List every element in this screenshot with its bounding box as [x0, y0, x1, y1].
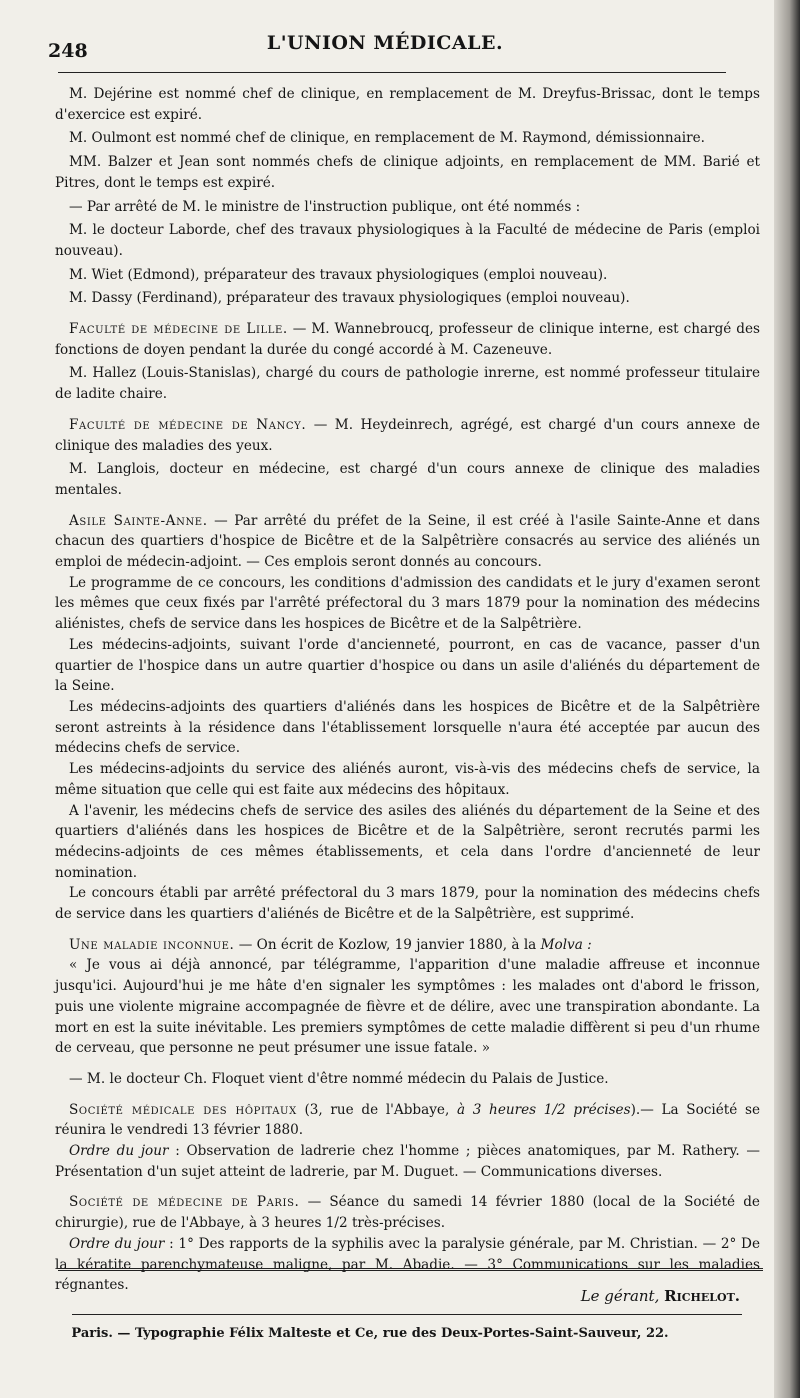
paragraph: MM. Balzer et Jean sont nommés chefs de clinique adjoints, en remplacement de MM. Barié et Pitres, dont le temps est expiré. [55, 154, 760, 191]
agenda-body: : Observation de ladrerie chez l'homme ; pièces anatomiques, par M. Rathery. — Présentation d'un sujet atteint de ladrerie, par M. Duguet. — Communications diverses. [55, 1143, 760, 1180]
paragraph: A l'avenir, les médecins chefs de service des asiles des aliénés du département de la Seine et des quartiers d'aliénés dans les hospices de Bicêtre et de la Salpêtrière, seront recrutés parmi les médecins-adjoints de ces mêmes établissements, et cela dans l'ordre d'ancienneté de leur nomination. [55, 802, 760, 881]
printer-imprint: Paris. — Typographie Félix Malteste et Ce, rue des Deux-Portes-Saint-Sauveur, 22. [71, 1326, 669, 1341]
paragraph-maladie [55, 935, 760, 956]
signature-label: Le gérant, [580, 1287, 665, 1305]
section-heading: Asile Sainte-Anne. [69, 512, 208, 529]
section-heading: Une maladie inconnue. [69, 936, 235, 953]
book-gutter [774, 0, 800, 1398]
paragraph: « Je vous ai déjà annoncé, par télégramme, l'apparition d'une maladie affreuse et inconnue jusqu'ici. Aujourd'hui je me hâte d'en signaler les symptômes : les malades ont d'abord le frisson, puis une violente migraine accompagnée de fièvre et de délire, avec une transpiration abondante. La mort en est la suite inévitable. Les premiers symptômes de cette maladie diffèrent si peu d'un rhume de cerveau, que personne ne peut présumer une issue fatale. » [55, 957, 760, 1057]
paragraph-hopitaux [55, 1100, 760, 1141]
place-name: Molva : [540, 936, 592, 953]
paragraph: Le concours établi par arrêté préfectoral du 3 mars 1879, pour la nomination des médecins chefs de service dans les quartiers d'aliénés de Bicêtre et de la Salpêtrière, est supprimé. [55, 885, 760, 923]
footer-rule [58, 1268, 763, 1271]
section-heading: Société de médecine de Paris. [69, 1194, 300, 1211]
section-body: — On écrit de Kozlow, 19 janvier 1880, à la [234, 936, 541, 953]
section-heading: Société médicale des hôpitaux [69, 1101, 297, 1118]
paragraph: M. Dassy (Ferdinand), préparateur des travaux physiologiques (emploi nouveau). [69, 290, 630, 307]
journal-title: L'UNION MÉDICALE. [266, 32, 504, 54]
section-body: — Par arrêté du préfet de la Seine, il est créé à l'asile Sainte-Anne et dans chacun des quartiers d'hospice de Bicêtre et de la Salpêtrière consacrés au service des aliénés un emploi de médecin-adjoint. — Ces emplois seront donnés au concours. [55, 512, 760, 571]
paragraph: Le programme de ce concours, les conditions d'admission des candidats et le jury d'examen seront les mêmes que ceux fixés par l'arrêté préfectoral du 3 mars 1879 pour la nomination des médecins aliénistes, chefs de service dans les hospices de Bicêtre et de la Salpêtrière. [55, 574, 760, 633]
section-body: — M. Heydeinrech, agrégé, est chargé d'un cours annexe de clinique des maladies des yeux. [55, 416, 760, 454]
paragraph: — M. le docteur Ch. Floquet vient d'être nommé médecin du Palais de Justice. [69, 1070, 609, 1087]
paragraph-asile [55, 511, 760, 573]
imprint-rule [72, 1314, 742, 1315]
paragraph: Les médecins-adjoints, suivant l'orde d'ancienneté, pourront, en cas de vacance, passer d'un quartier de l'hospice dans un autre quartier d'hospice ou dans un asile d'aliénés du département de la Seine. [55, 636, 760, 695]
agenda-label: Ordre du jour [69, 1235, 165, 1252]
meeting-time: à 3 heures 1/2 précises [456, 1101, 631, 1118]
paragraph: — Par arrêté de M. le ministre de l'instruction publique, ont été nommés : [69, 198, 581, 215]
section-body: (3, rue de l'Abbaye, [296, 1101, 457, 1118]
paragraph: Les médecins-adjoints du service des aliénés auront, vis-à-vis des médecins chefs de service, la même situation que celle qui est faite aux médecins des hôpitaux. [55, 761, 760, 798]
section-body: — M. Wannebroucq, professeur de clinique interne, est chargé des fonctions de doyen pendant la durée du congé accordé à M. Cazeneuve. [55, 321, 760, 358]
paragraph: M. Dejérine est nommé chef de clinique, en remplacement de M. Dreyfus-Brissac, dont le temps d'exercice est expiré. [55, 86, 760, 123]
section-body: ).— La Société se réunira le vendredi 13 février 1880. [55, 1101, 760, 1139]
paragraph: Les médecins-adjoints des quartiers d'aliénés dans les hospices de Bicêtre et de la Salpêtrière seront astreints à la résidence dans l'établissement lorsquelle n'aura été acceptée par aucun des médecins chefs de service. [55, 698, 760, 757]
paragraph: M. Oulmont est nommé chef de clinique, en remplacement de M. Raymond, démissionnaire. [69, 130, 705, 147]
paragraph: M. Hallez (Louis-Stanislas), chargé du cours de pathologie inrerne, est nommé professeur titulaire de ladite chaire. [55, 365, 760, 403]
paragraph-agenda [55, 1141, 760, 1182]
page-header [40, 30, 730, 60]
paragraph-nancy [55, 415, 760, 456]
section-heading: Faculté de médecine de Lille. [69, 321, 288, 338]
paragraph: M. le docteur Laborde, chef des travaux physiologiques à la Faculté de médecine de Paris (emploi nouveau). [55, 222, 760, 259]
header-rule [58, 72, 726, 73]
section-heading: Faculté de médecine de Nancy. [69, 416, 307, 433]
agenda-label: Ordre du jour [69, 1143, 169, 1160]
section-body: — Séance du samedi 14 février 1880 (local de la Société de chirurgie), rue de l'Abbaye, à 3 heures 1/2 très-précises. [55, 1194, 760, 1232]
page-number: 248 [48, 40, 88, 62]
signature-name: Richelot. [664, 1287, 740, 1305]
paragraph-paris [55, 1192, 760, 1233]
paragraph: M. Langlois, docteur en médecine, est chargé d'un cours annexe de clinique des maladies mentales. [55, 461, 760, 498]
paragraph-lille [55, 319, 760, 360]
paragraph: M. Wiet (Edmond), préparateur des travaux physiologiques (emploi nouveau). [69, 266, 608, 283]
agenda-body: : 1° Des rapports de la syphilis avec la paralysie générale, par M. Christian. — 2° De la kératite parenchymateuse maligne, par M. Abadie. — 3° Communications sur les maladies régnantes. [55, 1235, 760, 1294]
signature [581, 1287, 740, 1305]
article-body [55, 84, 760, 1296]
